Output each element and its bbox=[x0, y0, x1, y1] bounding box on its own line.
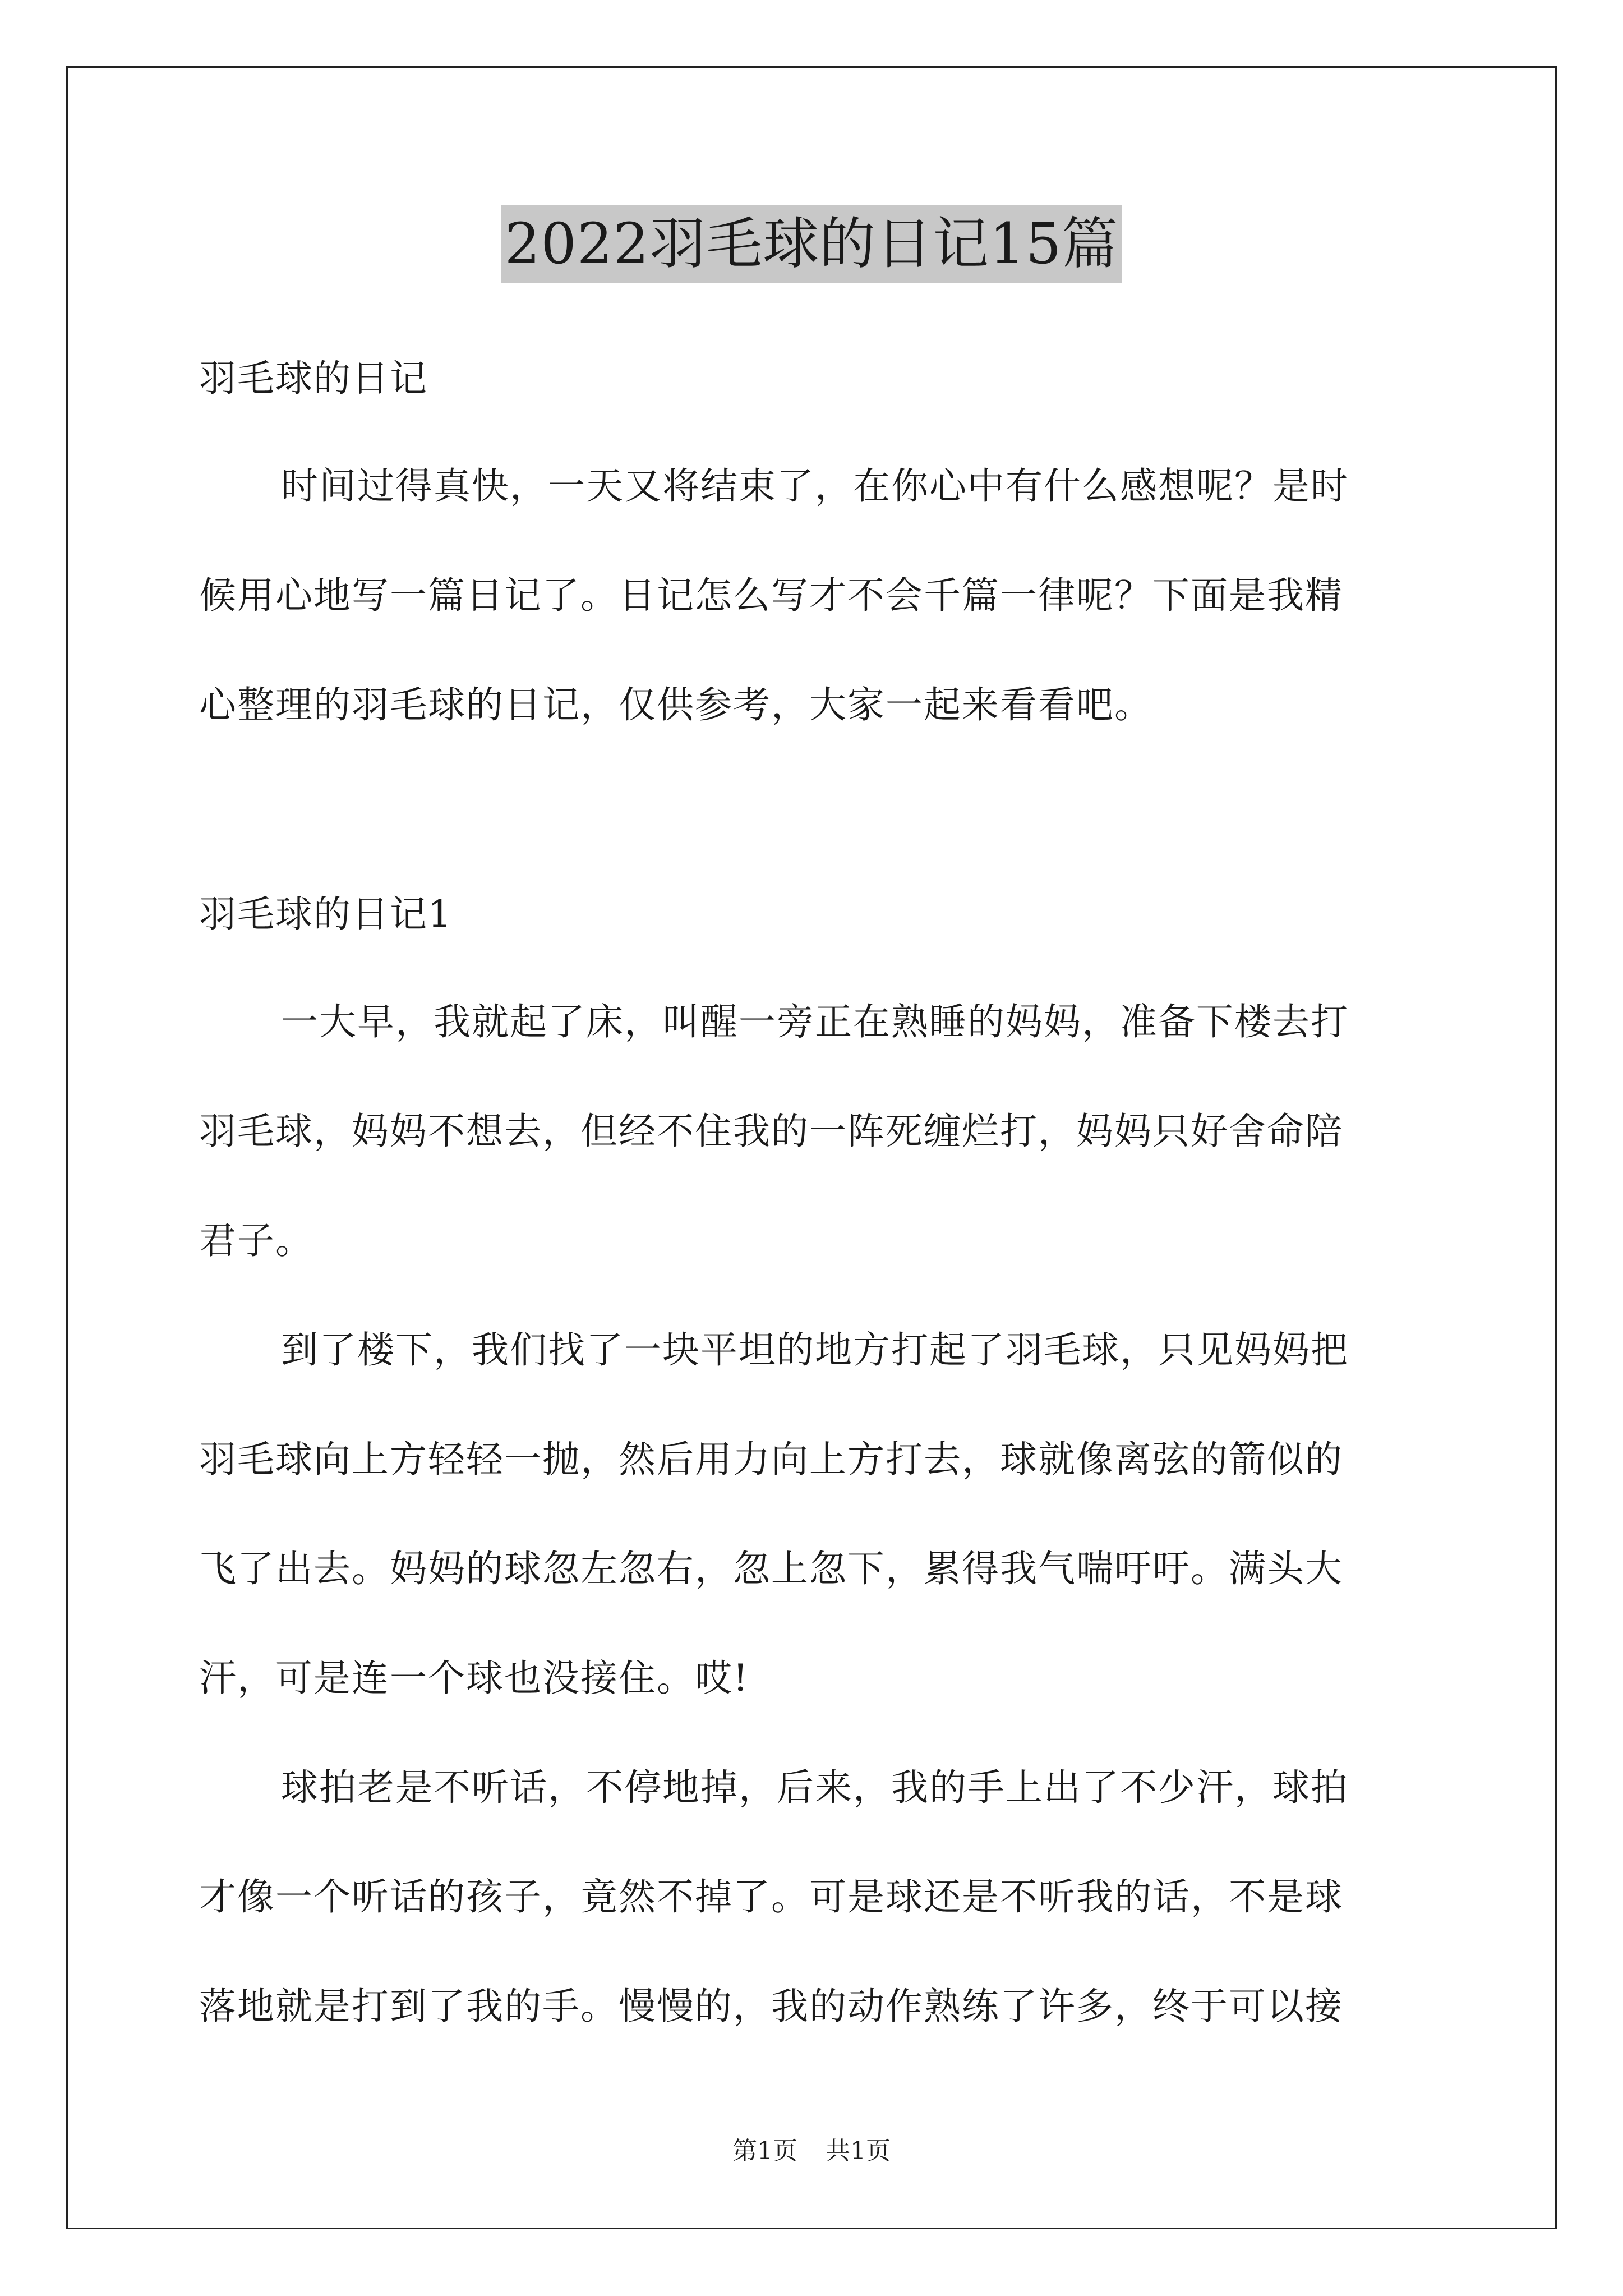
title-wrap bbox=[0, 205, 1623, 283]
paragraph-line: 飞了出去。妈妈的球忽左忽右，忽上忽下，累得我气喘吁吁。满头大 bbox=[199, 1547, 1343, 1590]
document-title: 2022羽毛球的日记15篇 bbox=[501, 205, 1122, 283]
paragraph-line: 落地就是打到了我的手。慢慢的，我的动作熟练了许多，终于可以接 bbox=[199, 1985, 1343, 2028]
paragraph-line: 球拍老是不听话，不停地掉，后来，我的手上出了不少汗，球拍 bbox=[281, 1766, 1349, 1809]
paragraph-line: 到了楼下，我们找了一块平坦的地方打起了羽毛球，只见妈妈把 bbox=[281, 1328, 1349, 1372]
paragraph-line: 羽毛球，妈妈不想去，但经不住我的一阵死缠烂打，妈妈只好舍命陪 bbox=[199, 1110, 1343, 1153]
page-number: 第1页 bbox=[732, 2137, 797, 2165]
paragraph-line: 一大早，我就起了床，叫醒一旁正在熟睡的妈妈，准备下楼去打 bbox=[281, 1000, 1349, 1043]
paragraph-line: 君子。 bbox=[199, 1219, 313, 1262]
page-total: 共1页 bbox=[826, 2137, 891, 2165]
intro-line: 时间过得真快，一天又将结束了，在你心中有什么感想呢？是时 bbox=[281, 464, 1349, 508]
intro-line: 候用心地写一篇日记了。日记怎么写才不会千篇一律呢？下面是我精 bbox=[199, 574, 1343, 617]
section-heading-1: 羽毛球的日记1 bbox=[199, 892, 453, 936]
intro-line: 心整理的羽毛球的日记，仅供参考，大家一起来看看吧。 bbox=[199, 683, 1152, 726]
paragraph-line: 羽毛球向上方轻轻一抛，然后用力向上方打去，球就像离弦的箭似的 bbox=[199, 1438, 1343, 1481]
paragraph-line: 汗，可是连一个球也没接住。哎! bbox=[199, 1657, 749, 1700]
section-heading-intro: 羽毛球的日记 bbox=[199, 357, 428, 400]
page-footer bbox=[0, 2134, 1623, 2168]
paragraph-line: 才像一个听话的孩子，竟然不掉了。可是球还是不听我的话，不是球 bbox=[199, 1875, 1343, 1918]
